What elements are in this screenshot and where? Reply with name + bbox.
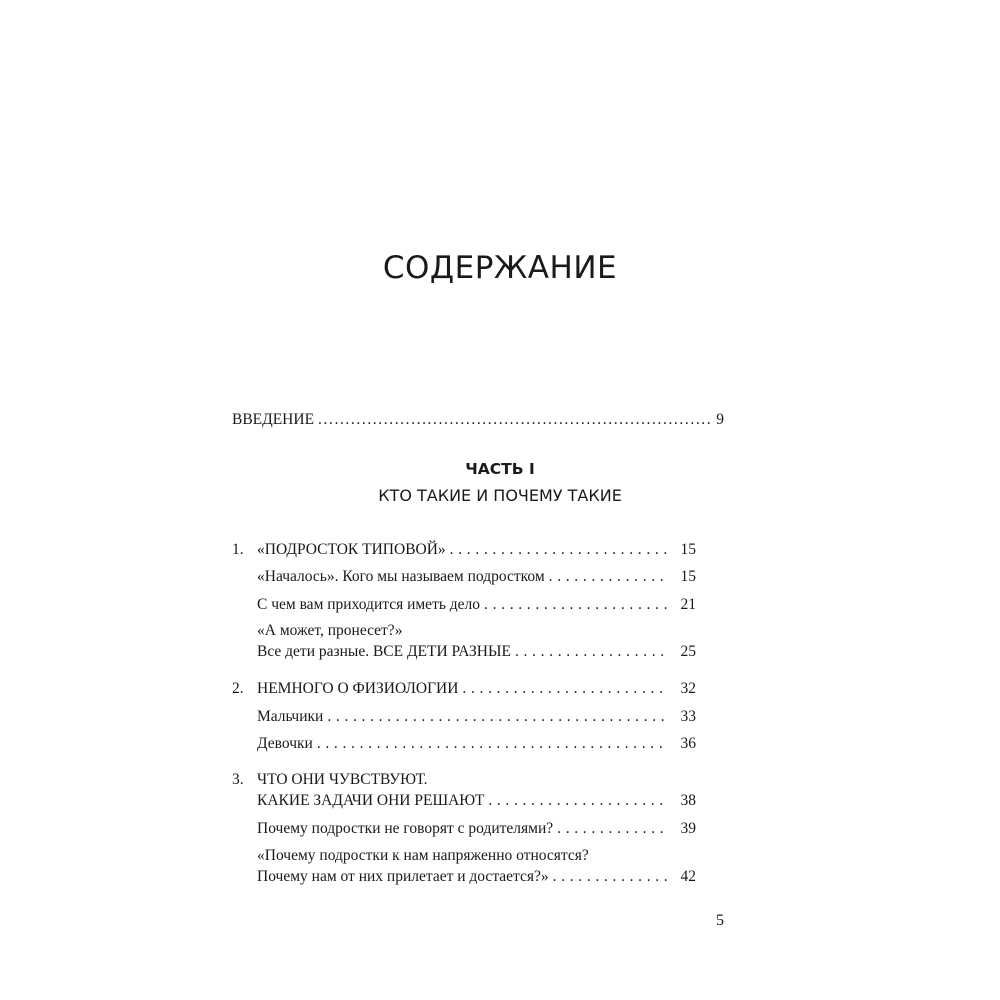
section-title: «Началось». Кого мы называем подростком bbox=[257, 568, 545, 585]
toc-section-1-3[interactable] bbox=[257, 642, 696, 662]
chapter-title: КАКИЕ ЗАДАЧИ ОНИ РЕШАЮТ bbox=[257, 792, 485, 809]
dot-leader bbox=[317, 734, 668, 754]
section-title: Мальчики bbox=[257, 708, 324, 725]
toc-section-3-2[interactable] bbox=[257, 867, 696, 887]
dot-leader bbox=[553, 867, 668, 887]
page-number: 5 bbox=[716, 912, 724, 929]
dot-leader bbox=[488, 791, 668, 811]
toc-page-number: 32 bbox=[680, 680, 696, 697]
toc-page-number: 15 bbox=[680, 568, 696, 585]
toc-page-number: 42 bbox=[680, 868, 696, 885]
toc-page-number: 36 bbox=[680, 735, 696, 752]
dot-leader bbox=[318, 410, 712, 430]
toc-entry-label: ВВЕДЕНИЕ bbox=[232, 411, 315, 428]
toc-page-number: 33 bbox=[680, 708, 696, 725]
toc-chapter-2[interactable] bbox=[232, 679, 696, 699]
chapter-title: НЕМНОГО О ФИЗИОЛОГИИ bbox=[257, 680, 459, 697]
section-title: С чем вам приходится иметь дело bbox=[257, 596, 481, 613]
toc-page-number: 21 bbox=[680, 596, 696, 613]
toc-page-number: 39 bbox=[680, 820, 696, 837]
dot-leader bbox=[484, 595, 668, 615]
dot-leader bbox=[515, 642, 668, 662]
toc-section-1-2[interactable] bbox=[257, 595, 696, 615]
dot-leader bbox=[450, 540, 668, 560]
toc-chapter-label bbox=[232, 540, 446, 560]
dot-leader bbox=[462, 679, 668, 699]
page-title: СОДЕРЖАНИЕ bbox=[382, 250, 618, 286]
section-title: Почему подростки не говорят с родителями? bbox=[257, 820, 554, 837]
section-title: Все дети разные. ВСЕ ДЕТИ РАЗНЫЕ bbox=[257, 643, 511, 660]
toc-section-3-1[interactable] bbox=[257, 819, 696, 839]
dot-leader bbox=[327, 707, 668, 727]
part-subtitle: КТО ТАКИЕ И ПОЧЕМУ ТАКИЕ bbox=[378, 486, 622, 505]
section-title: Девочки bbox=[257, 735, 313, 752]
toc-entry-introduction[interactable] bbox=[232, 410, 724, 430]
toc-page-number: 15 bbox=[680, 541, 696, 558]
toc-section-2-1[interactable] bbox=[257, 707, 696, 727]
part-title: ЧАСТЬ I bbox=[465, 460, 535, 478]
dot-leader bbox=[549, 567, 668, 587]
section-title-line1: «А может, пронесет?» bbox=[257, 622, 403, 639]
toc-section-1-1[interactable] bbox=[257, 567, 696, 587]
dot-leader bbox=[557, 819, 668, 839]
section-title: Почему нам от них прилетает и достается?» bbox=[257, 868, 549, 885]
chapter-number: 2. bbox=[232, 680, 244, 697]
chapter-title: ЧТО ОНИ ЧУВСТВУЮТ. bbox=[257, 771, 428, 788]
chapter-title-line1 bbox=[232, 770, 427, 790]
toc-page-number: 25 bbox=[680, 643, 696, 660]
chapter-number: 3. bbox=[232, 771, 244, 788]
toc-chapter-1[interactable] bbox=[232, 540, 696, 560]
toc-section-2-2[interactable] bbox=[257, 734, 696, 754]
toc-page-number: 38 bbox=[680, 792, 696, 809]
toc-page-number: 9 bbox=[716, 411, 724, 428]
section-title-line1: «Почему подростки к нам напряженно относятся? bbox=[257, 847, 589, 864]
toc-chapter-3[interactable] bbox=[257, 791, 696, 811]
chapter-number: 1. bbox=[232, 541, 244, 558]
toc-chapter-label bbox=[232, 679, 458, 699]
chapter-title: «ПОДРОСТОК ТИПОВОЙ» bbox=[257, 541, 446, 558]
